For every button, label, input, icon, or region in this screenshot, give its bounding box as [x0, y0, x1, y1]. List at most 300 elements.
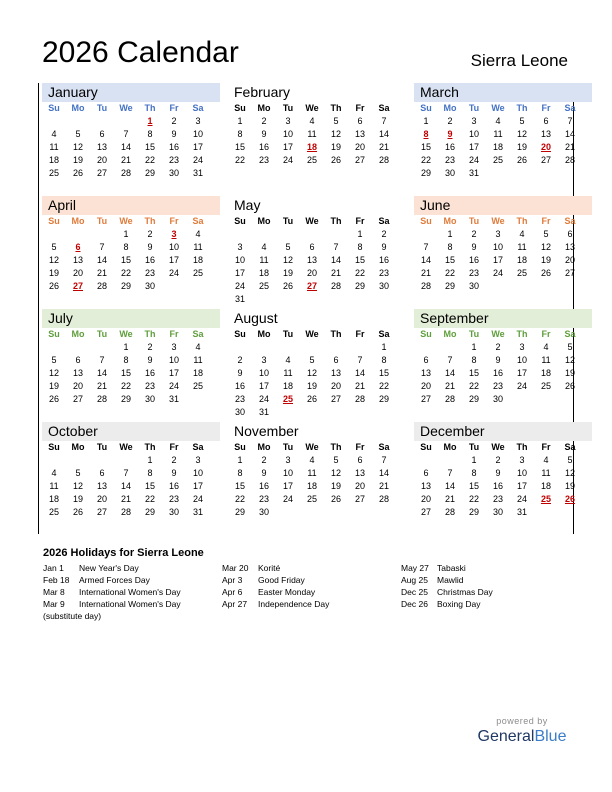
- day-cell[interactable]: 2: [147, 342, 153, 352]
- day-cell[interactable]: 17: [492, 255, 503, 265]
- day-cell[interactable]: 22: [354, 268, 365, 278]
- day-cell[interactable]: 4: [285, 355, 291, 365]
- day-cell[interactable]: 2: [495, 455, 501, 465]
- day-cell[interactable]: 14: [120, 481, 131, 491]
- day-cell[interactable]: 21: [378, 142, 389, 152]
- day-cell[interactable]: 9: [171, 468, 177, 478]
- day-cell[interactable]: 3: [519, 455, 525, 465]
- day-cell[interactable]: 14: [96, 368, 107, 378]
- day-cell[interactable]: 18: [282, 381, 293, 391]
- day-cell[interactable]: 21: [120, 155, 131, 165]
- day-cell[interactable]: 27: [72, 394, 83, 404]
- day-cell[interactable]: 20: [420, 494, 431, 504]
- day-cell[interactable]: 3: [171, 342, 177, 352]
- day-cell[interactable]: 5: [567, 342, 573, 352]
- day-cell[interactable]: 6: [309, 242, 315, 252]
- day-cell[interactable]: 18: [192, 368, 203, 378]
- day-cell[interactable]: 11: [493, 129, 503, 139]
- day-cell[interactable]: 25: [258, 281, 269, 291]
- day-cell[interactable]: 12: [48, 368, 59, 378]
- day-cell[interactable]: 10: [516, 355, 527, 365]
- day-cell[interactable]: 29: [234, 507, 245, 517]
- day-cell[interactable]: 15: [144, 142, 155, 152]
- day-cell[interactable]: 8: [123, 242, 129, 252]
- day-cell[interactable]: 21: [120, 494, 131, 504]
- day-cell[interactable]: 11: [49, 142, 59, 152]
- day-cell[interactable]: 25: [192, 381, 203, 391]
- day-cell[interactable]: 18: [48, 155, 59, 165]
- day-cell[interactable]: 4: [495, 116, 501, 126]
- day-cell[interactable]: 26: [72, 168, 83, 178]
- day-cell[interactable]: 7: [123, 468, 129, 478]
- day-cell[interactable]: 22: [420, 155, 431, 165]
- day-cell[interactable]: 17: [282, 481, 293, 491]
- day-cell[interactable]: 7: [123, 129, 129, 139]
- day-cell[interactable]: 2: [171, 455, 177, 465]
- day-cell[interactable]: 15: [444, 255, 455, 265]
- day-cell[interactable]: 10: [516, 468, 527, 478]
- day-cell[interactable]: 28: [444, 507, 455, 517]
- day-cell[interactable]: 13: [72, 255, 83, 265]
- day-cell[interactable]: 26: [564, 381, 575, 391]
- day-cell[interactable]: 19: [330, 481, 341, 491]
- day-cell[interactable]: 1: [237, 455, 243, 465]
- day-cell[interactable]: 22: [468, 494, 479, 504]
- day-cell[interactable]: 28: [120, 168, 131, 178]
- day-cell[interactable]: 28: [354, 394, 365, 404]
- day-cell[interactable]: 12: [48, 255, 59, 265]
- day-cell[interactable]: 17: [516, 368, 527, 378]
- day-cell[interactable]: 26: [48, 394, 59, 404]
- day-cell[interactable]: 25: [48, 168, 59, 178]
- day-cell[interactable]: 30: [444, 168, 455, 178]
- day-cell[interactable]: 30: [378, 281, 389, 291]
- day-cell[interactable]: 21: [444, 494, 455, 504]
- day-cell[interactable]: 21: [444, 381, 455, 391]
- day-cell[interactable]: 5: [75, 468, 81, 478]
- day-cell[interactable]: 3: [495, 229, 501, 239]
- day-cell[interactable]: 13: [330, 368, 341, 378]
- day-cell[interactable]: 22: [120, 381, 131, 391]
- day-cell[interactable]: 15: [234, 142, 245, 152]
- day-cell[interactable]: 4: [51, 129, 57, 139]
- day-cell[interactable]: 12: [516, 129, 527, 139]
- day-cell[interactable]: 1: [471, 342, 477, 352]
- day-cell[interactable]: 26: [282, 281, 293, 291]
- day-cell[interactable]: 4: [543, 342, 549, 352]
- day-cell[interactable]: 26: [330, 494, 341, 504]
- day-cell[interactable]: 13: [420, 481, 431, 491]
- day-cell[interactable]: 1: [381, 342, 387, 352]
- day-cell[interactable]: 5: [285, 242, 291, 252]
- holiday-day-cell[interactable]: 26: [564, 494, 575, 504]
- day-cell[interactable]: 21: [330, 268, 341, 278]
- day-cell[interactable]: 3: [195, 116, 201, 126]
- brand-logo[interactable]: [474, 716, 570, 746]
- day-cell[interactable]: 9: [237, 368, 243, 378]
- day-cell[interactable]: 29: [378, 394, 389, 404]
- day-cell[interactable]: 20: [330, 381, 341, 391]
- day-cell[interactable]: 9: [381, 242, 387, 252]
- day-cell[interactable]: 1: [147, 455, 153, 465]
- day-cell[interactable]: 31: [168, 394, 179, 404]
- day-cell[interactable]: 19: [48, 381, 59, 391]
- day-cell[interactable]: 23: [144, 381, 155, 391]
- day-cell[interactable]: 1: [447, 229, 453, 239]
- day-cell[interactable]: 15: [468, 481, 479, 491]
- day-cell[interactable]: 23: [378, 268, 389, 278]
- day-cell[interactable]: 24: [234, 281, 245, 291]
- day-cell[interactable]: 29: [420, 168, 431, 178]
- holiday-day-cell[interactable]: 25: [282, 394, 293, 404]
- day-cell[interactable]: 24: [516, 494, 527, 504]
- day-cell[interactable]: 20: [354, 142, 365, 152]
- day-cell[interactable]: 6: [423, 355, 429, 365]
- day-cell[interactable]: 10: [282, 468, 293, 478]
- day-cell[interactable]: 3: [471, 116, 477, 126]
- day-cell[interactable]: 13: [72, 368, 83, 378]
- day-cell[interactable]: 30: [492, 507, 503, 517]
- day-cell[interactable]: 25: [48, 507, 59, 517]
- day-cell[interactable]: 27: [96, 507, 107, 517]
- day-cell[interactable]: 6: [423, 468, 429, 478]
- day-cell[interactable]: 9: [147, 355, 153, 365]
- day-cell[interactable]: 19: [282, 268, 293, 278]
- day-cell[interactable]: 17: [192, 142, 203, 152]
- holiday-day-cell[interactable]: 27: [306, 281, 317, 291]
- day-cell[interactable]: 4: [543, 455, 549, 465]
- day-cell[interactable]: 9: [171, 129, 177, 139]
- day-cell[interactable]: 28: [120, 507, 131, 517]
- day-cell[interactable]: 1: [471, 455, 477, 465]
- day-cell[interactable]: 4: [51, 468, 57, 478]
- day-cell[interactable]: 29: [120, 394, 131, 404]
- day-cell[interactable]: 27: [540, 155, 551, 165]
- day-cell[interactable]: 19: [330, 142, 341, 152]
- day-cell[interactable]: 19: [306, 381, 317, 391]
- holiday-day-cell[interactable]: 6: [75, 242, 81, 252]
- day-cell[interactable]: 15: [468, 368, 479, 378]
- day-cell[interactable]: 10: [258, 368, 269, 378]
- holiday-day-cell[interactable]: 20: [540, 142, 551, 152]
- day-cell[interactable]: 15: [420, 142, 431, 152]
- day-cell[interactable]: 2: [471, 229, 477, 239]
- day-cell[interactable]: 11: [541, 355, 551, 365]
- day-cell[interactable]: 22: [144, 155, 155, 165]
- day-cell[interactable]: 14: [444, 481, 455, 491]
- day-cell[interactable]: 16: [168, 142, 179, 152]
- day-cell[interactable]: 23: [258, 155, 269, 165]
- day-cell[interactable]: 25: [516, 268, 527, 278]
- day-cell[interactable]: 3: [261, 355, 267, 365]
- day-cell[interactable]: 13: [306, 255, 317, 265]
- day-cell[interactable]: 27: [420, 507, 431, 517]
- day-cell[interactable]: 4: [195, 342, 201, 352]
- day-cell[interactable]: 12: [564, 355, 575, 365]
- day-cell[interactable]: 30: [144, 281, 155, 291]
- day-cell[interactable]: 22: [120, 268, 131, 278]
- day-cell[interactable]: 25: [306, 155, 317, 165]
- day-cell[interactable]: 16: [492, 368, 503, 378]
- day-cell[interactable]: 31: [258, 407, 269, 417]
- day-cell[interactable]: 16: [144, 368, 155, 378]
- day-cell[interactable]: 5: [75, 129, 81, 139]
- day-cell[interactable]: 19: [516, 142, 527, 152]
- day-cell[interactable]: 26: [540, 268, 551, 278]
- day-cell[interactable]: 29: [468, 394, 479, 404]
- day-cell[interactable]: 9: [147, 242, 153, 252]
- day-cell[interactable]: 30: [492, 394, 503, 404]
- day-cell[interactable]: 27: [564, 268, 575, 278]
- day-cell[interactable]: 26: [330, 155, 341, 165]
- day-cell[interactable]: 16: [258, 142, 269, 152]
- day-cell[interactable]: 28: [378, 155, 389, 165]
- day-cell[interactable]: 23: [144, 268, 155, 278]
- day-cell[interactable]: 16: [234, 381, 245, 391]
- day-cell[interactable]: 28: [564, 155, 575, 165]
- day-cell[interactable]: 8: [471, 355, 477, 365]
- day-cell[interactable]: 22: [234, 155, 245, 165]
- day-cell[interactable]: 4: [309, 116, 315, 126]
- day-cell[interactable]: 7: [381, 455, 387, 465]
- day-cell[interactable]: 8: [447, 242, 453, 252]
- day-cell[interactable]: 6: [333, 355, 339, 365]
- day-cell[interactable]: 2: [381, 229, 387, 239]
- day-cell[interactable]: 24: [492, 268, 503, 278]
- day-cell[interactable]: 11: [283, 368, 293, 378]
- day-cell[interactable]: 6: [75, 355, 81, 365]
- holiday-day-cell[interactable]: 3: [171, 229, 177, 239]
- day-cell[interactable]: 8: [237, 129, 243, 139]
- day-cell[interactable]: 19: [564, 481, 575, 491]
- day-cell[interactable]: 4: [309, 455, 315, 465]
- day-cell[interactable]: 1: [423, 116, 429, 126]
- day-cell[interactable]: 14: [564, 129, 575, 139]
- day-cell[interactable]: 30: [468, 281, 479, 291]
- day-cell[interactable]: 14: [420, 255, 431, 265]
- day-cell[interactable]: 12: [72, 481, 83, 491]
- day-cell[interactable]: 20: [354, 481, 365, 491]
- day-cell[interactable]: 20: [72, 381, 83, 391]
- day-cell[interactable]: 19: [72, 494, 83, 504]
- day-cell[interactable]: 28: [444, 394, 455, 404]
- day-cell[interactable]: 6: [543, 116, 549, 126]
- day-cell[interactable]: 4: [261, 242, 267, 252]
- day-cell[interactable]: 17: [468, 142, 479, 152]
- day-cell[interactable]: 11: [517, 242, 527, 252]
- day-cell[interactable]: 2: [447, 116, 453, 126]
- day-cell[interactable]: 23: [444, 155, 455, 165]
- day-cell[interactable]: 7: [99, 242, 105, 252]
- holiday-day-cell[interactable]: 8: [423, 129, 429, 139]
- day-cell[interactable]: 21: [378, 481, 389, 491]
- day-cell[interactable]: 21: [420, 268, 431, 278]
- day-cell[interactable]: 14: [330, 255, 341, 265]
- day-cell[interactable]: 18: [306, 481, 317, 491]
- day-cell[interactable]: 28: [96, 281, 107, 291]
- day-cell[interactable]: 10: [192, 129, 203, 139]
- day-cell[interactable]: 2: [237, 355, 243, 365]
- day-cell[interactable]: 4: [195, 229, 201, 239]
- day-cell[interactable]: 13: [96, 481, 107, 491]
- day-cell[interactable]: 29: [120, 281, 131, 291]
- day-cell[interactable]: 1: [123, 342, 129, 352]
- day-cell[interactable]: 5: [519, 116, 525, 126]
- day-cell[interactable]: 8: [471, 468, 477, 478]
- day-cell[interactable]: 1: [123, 229, 129, 239]
- day-cell[interactable]: 18: [192, 255, 203, 265]
- day-cell[interactable]: 11: [193, 355, 203, 365]
- day-cell[interactable]: 10: [168, 242, 179, 252]
- day-cell[interactable]: 8: [381, 355, 387, 365]
- day-cell[interactable]: 16: [444, 142, 455, 152]
- day-cell[interactable]: 11: [259, 255, 269, 265]
- day-cell[interactable]: 27: [420, 394, 431, 404]
- day-cell[interactable]: 15: [354, 255, 365, 265]
- day-cell[interactable]: 6: [567, 229, 573, 239]
- day-cell[interactable]: 1: [357, 229, 363, 239]
- holiday-day-cell[interactable]: 18: [306, 142, 317, 152]
- day-cell[interactable]: 22: [144, 494, 155, 504]
- day-cell[interactable]: 31: [234, 294, 245, 304]
- day-cell[interactable]: 24: [168, 268, 179, 278]
- day-cell[interactable]: 26: [306, 394, 317, 404]
- holiday-day-cell[interactable]: 1: [147, 116, 153, 126]
- day-cell[interactable]: 24: [282, 494, 293, 504]
- day-cell[interactable]: 2: [261, 116, 267, 126]
- day-cell[interactable]: 26: [48, 281, 59, 291]
- day-cell[interactable]: 5: [333, 455, 339, 465]
- day-cell[interactable]: 14: [378, 468, 389, 478]
- day-cell[interactable]: 11: [541, 468, 551, 478]
- day-cell[interactable]: 13: [420, 368, 431, 378]
- day-cell[interactable]: 12: [330, 129, 341, 139]
- day-cell[interactable]: 6: [99, 468, 105, 478]
- day-cell[interactable]: 18: [516, 255, 527, 265]
- day-cell[interactable]: 7: [447, 355, 453, 365]
- day-cell[interactable]: 14: [354, 368, 365, 378]
- day-cell[interactable]: 8: [237, 468, 243, 478]
- holiday-day-cell[interactable]: 9: [447, 129, 453, 139]
- day-cell[interactable]: 15: [234, 481, 245, 491]
- day-cell[interactable]: 29: [468, 507, 479, 517]
- day-cell[interactable]: 22: [378, 381, 389, 391]
- day-cell[interactable]: 10: [492, 242, 503, 252]
- day-cell[interactable]: 7: [381, 116, 387, 126]
- day-cell[interactable]: 30: [234, 407, 245, 417]
- day-cell[interactable]: 29: [354, 281, 365, 291]
- day-cell[interactable]: 10: [282, 129, 293, 139]
- day-cell[interactable]: 11: [193, 242, 203, 252]
- day-cell[interactable]: 19: [72, 155, 83, 165]
- day-cell[interactable]: 20: [564, 255, 575, 265]
- day-cell[interactable]: 19: [540, 255, 551, 265]
- day-cell[interactable]: 21: [96, 381, 107, 391]
- day-cell[interactable]: 9: [471, 242, 477, 252]
- day-cell[interactable]: 24: [258, 394, 269, 404]
- day-cell[interactable]: 30: [168, 507, 179, 517]
- day-cell[interactable]: 14: [120, 142, 131, 152]
- day-cell[interactable]: 30: [168, 168, 179, 178]
- day-cell[interactable]: 16: [144, 255, 155, 265]
- day-cell[interactable]: 24: [192, 155, 203, 165]
- day-cell[interactable]: 10: [192, 468, 203, 478]
- day-cell[interactable]: 11: [307, 129, 317, 139]
- day-cell[interactable]: 30: [144, 394, 155, 404]
- day-cell[interactable]: 12: [306, 368, 317, 378]
- day-cell[interactable]: 20: [96, 494, 107, 504]
- day-cell[interactable]: 3: [519, 342, 525, 352]
- day-cell[interactable]: 24: [468, 155, 479, 165]
- day-cell[interactable]: 21: [354, 381, 365, 391]
- day-cell[interactable]: 2: [261, 455, 267, 465]
- day-cell[interactable]: 8: [147, 129, 153, 139]
- day-cell[interactable]: 18: [540, 368, 551, 378]
- day-cell[interactable]: 18: [48, 494, 59, 504]
- day-cell[interactable]: 9: [495, 355, 501, 365]
- day-cell[interactable]: 13: [96, 142, 107, 152]
- holiday-day-cell[interactable]: 25: [540, 494, 551, 504]
- day-cell[interactable]: 8: [357, 242, 363, 252]
- day-cell[interactable]: 24: [516, 381, 527, 391]
- day-cell[interactable]: 8: [123, 355, 129, 365]
- day-cell[interactable]: 23: [492, 381, 503, 391]
- day-cell[interactable]: 8: [147, 468, 153, 478]
- day-cell[interactable]: 14: [96, 255, 107, 265]
- day-cell[interactable]: 5: [51, 242, 57, 252]
- day-cell[interactable]: 16: [168, 481, 179, 491]
- day-cell[interactable]: 4: [519, 229, 525, 239]
- day-cell[interactable]: 28: [378, 494, 389, 504]
- day-cell[interactable]: 22: [234, 494, 245, 504]
- day-cell[interactable]: 31: [192, 168, 203, 178]
- day-cell[interactable]: 12: [72, 142, 83, 152]
- day-cell[interactable]: 28: [330, 281, 341, 291]
- day-cell[interactable]: 17: [282, 142, 293, 152]
- day-cell[interactable]: 29: [144, 168, 155, 178]
- day-cell[interactable]: 25: [192, 268, 203, 278]
- day-cell[interactable]: 10: [234, 255, 245, 265]
- day-cell[interactable]: 7: [333, 242, 339, 252]
- day-cell[interactable]: 11: [49, 481, 59, 491]
- day-cell[interactable]: 23: [492, 494, 503, 504]
- day-cell[interactable]: 7: [99, 355, 105, 365]
- day-cell[interactable]: 24: [192, 494, 203, 504]
- day-cell[interactable]: 21: [96, 268, 107, 278]
- day-cell[interactable]: 3: [237, 242, 243, 252]
- day-cell[interactable]: 22: [444, 268, 455, 278]
- day-cell[interactable]: 25: [306, 494, 317, 504]
- day-cell[interactable]: 24: [168, 381, 179, 391]
- day-cell[interactable]: 17: [168, 255, 179, 265]
- day-cell[interactable]: 6: [357, 455, 363, 465]
- day-cell[interactable]: 3: [195, 455, 201, 465]
- day-cell[interactable]: 20: [306, 268, 317, 278]
- day-cell[interactable]: 6: [99, 129, 105, 139]
- day-cell[interactable]: 24: [282, 155, 293, 165]
- day-cell[interactable]: 12: [564, 468, 575, 478]
- day-cell[interactable]: 20: [420, 381, 431, 391]
- day-cell[interactable]: 15: [120, 368, 131, 378]
- day-cell[interactable]: 10: [168, 355, 179, 365]
- day-cell[interactable]: 21: [564, 142, 575, 152]
- day-cell[interactable]: 27: [354, 494, 365, 504]
- day-cell[interactable]: 13: [354, 129, 365, 139]
- day-cell[interactable]: 31: [468, 168, 479, 178]
- day-cell[interactable]: 3: [285, 116, 291, 126]
- day-cell[interactable]: 31: [516, 507, 527, 517]
- day-cell[interactable]: 5: [51, 355, 57, 365]
